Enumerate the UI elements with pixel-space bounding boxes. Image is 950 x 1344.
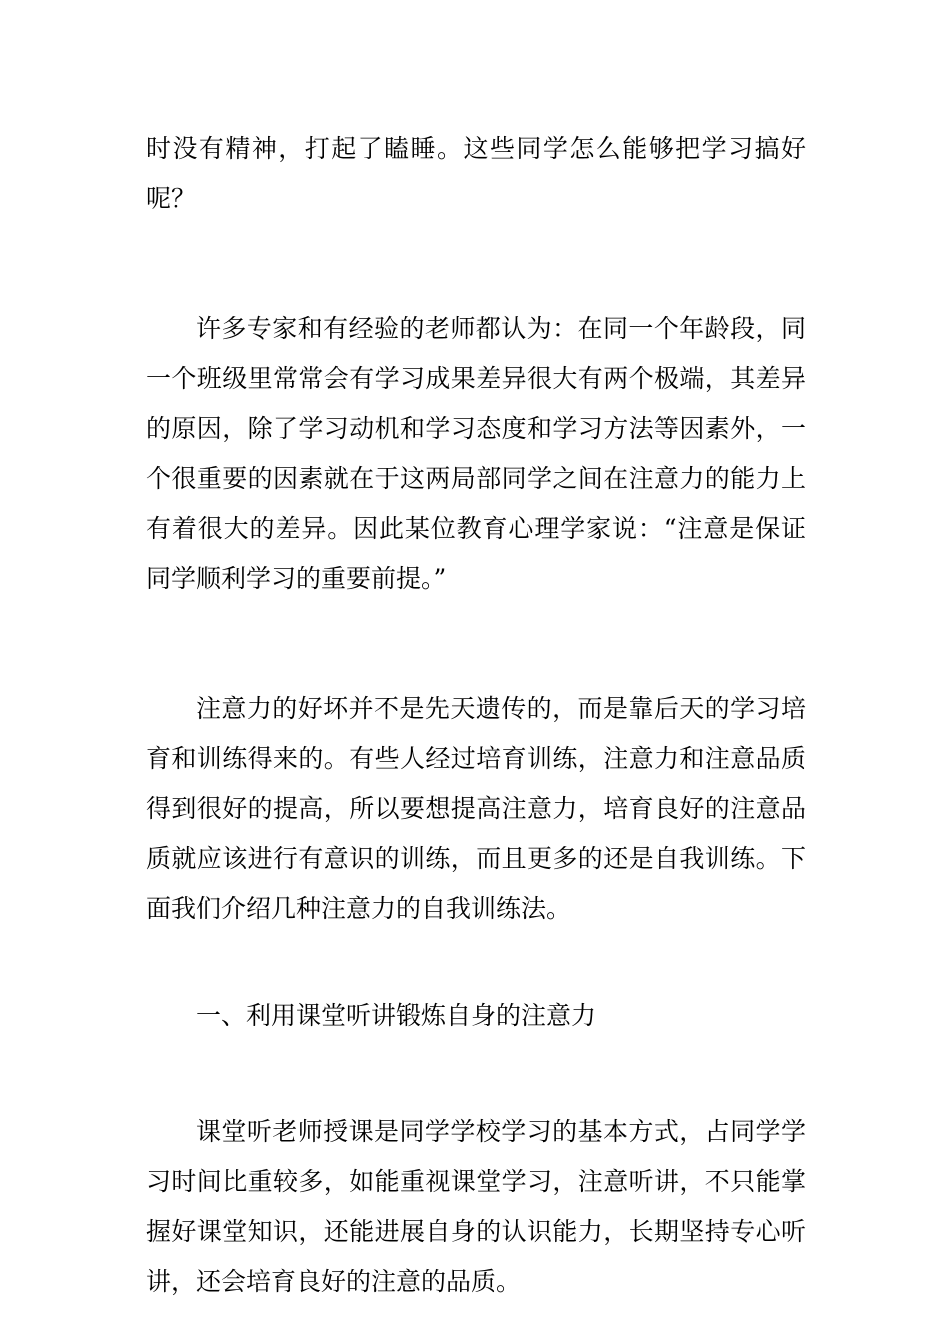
paragraph-classroom-learning: 课堂听老师授课是同学学校学习的基本方式，占同学学习时间比重较多，如能重视课堂学习，注意听讲，不只能掌握好课堂知识，还能进展自身的认识能力，长期坚持专心听讲，还会培育良好的注意的品质。 bbox=[146, 1117, 806, 1296]
paragraph-continuation: 时没有精神，打起了瞌睡。这些同学怎么能够把学习搞好呢？ bbox=[146, 134, 806, 213]
paragraph-experts-opinion: 许多专家和有经验的老师都认为：在同一个年龄段，同一个班级里常常会有学习成果差异很大有两个极端，其差异的原因，除了学习动机和学习态度和学习方法等因素外，一个很重要的因素就在于这两局部同学之间在注意力的能力上有着很大的差异。因此某位教育心理学家说：“注意是保证同学顺利学习的重要前提。” bbox=[146, 314, 806, 593]
section-heading-classroom: 一、利用课堂听讲锻炼自身的注意力 bbox=[196, 1001, 597, 1030]
paragraph-attention-training: 注意力的好坏并不是先天遗传的，而是靠后天的学习培育和训练得来的。有些人经过培育训练，注意力和注意品质得到很好的提高，所以要想提高注意力，培育良好的注意品质就应该进行有意识的训练，而且更多的还是自我训练。下面我们介绍几种注意力的自我训练法。 bbox=[146, 694, 806, 923]
document-body bbox=[146, 124, 806, 1307]
